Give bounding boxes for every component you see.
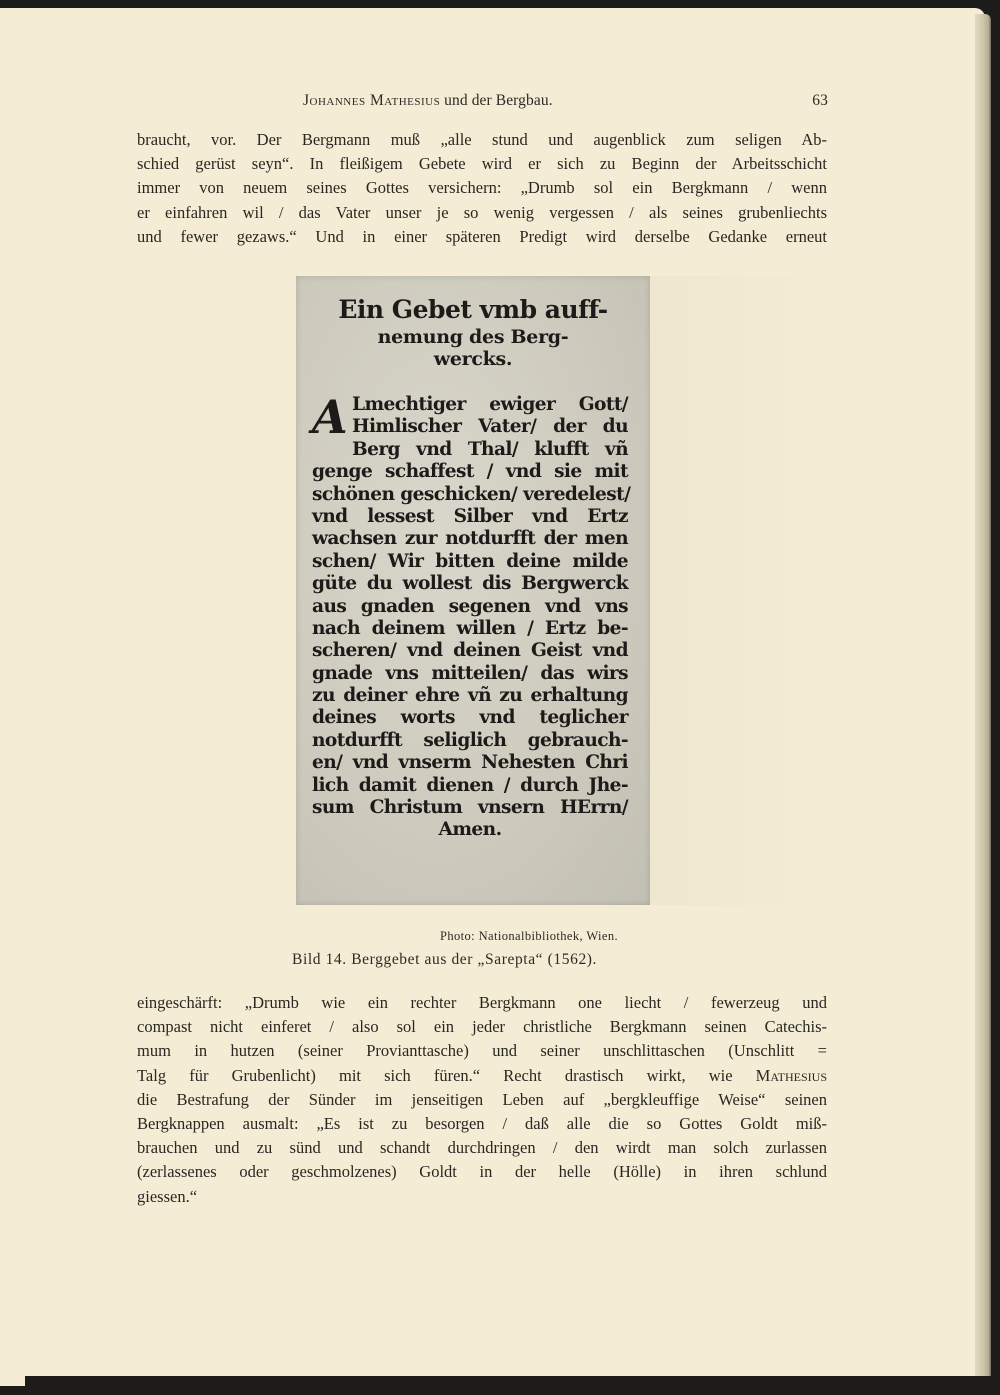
- text-line: mum in hutzen (seiner Provianttasche) und seiner unschlittaschen (Unschlitt =: [137, 1041, 827, 1061]
- text-line: (zerlassenes oder geschmolzenes) Goldt in der helle (Hölle) in ihren schlund: [137, 1162, 827, 1182]
- text-line: er einfahren wil / das Vater unser je so wenig vergessen / als seines grubenliechts: [137, 202, 827, 222]
- prayer-line: gnade vns mitteilen/ das wirs: [312, 662, 628, 684]
- blackletter-prayer-text: [312, 390, 631, 842]
- prayer-line: sum Christum vnsern HErrn/: [312, 797, 628, 819]
- prayer-line: genge schaffest / vnd sie mit: [312, 461, 628, 483]
- prayer-line: lich damit dienen / durch Jhe-: [312, 774, 628, 796]
- bottom-shadow: [25, 1376, 1000, 1395]
- text-segment: Talg für Grubenlicht) mit sich füren.“ Recht drastisch wirkt, wie: [137, 1065, 756, 1085]
- prayer-line: wachsen zur notdurfft der men: [312, 528, 628, 550]
- figure-caption: Bild 14. Berggebet aus der „Sarepta“ (1562).: [292, 951, 598, 968]
- paragraph-top: [137, 128, 827, 249]
- text-line: schied gerüst seyn“. In fleißigem Gebete wird er sich zu Beginn der Arbeitsschicht: [137, 154, 827, 174]
- figure-plate-berggebet: [296, 276, 650, 905]
- text-line: die Bestrafung der Sünder im jenseitigen Leben auf „bergkleuffige Weise“ seinen: [137, 1089, 827, 1109]
- text-line: immer von neuem seines Gottes versichern: „Drumb sol ein Bergkmann / wenn: [137, 178, 827, 198]
- blackletter-title: Ein Gebet vmb auff-: [338, 295, 608, 324]
- prayer-line: deines worts vnd teglicher: [312, 707, 628, 729]
- prayer-line: Himlischer Vater/ der du: [352, 416, 628, 438]
- prayer-line: aus gnaden segenen vnd vns: [312, 595, 628, 617]
- prayer-line: schönen geschicken/ veredelest/: [312, 483, 631, 505]
- prayer-line: Lmechtiger ewiger Gott/: [352, 394, 628, 415]
- text-line: [137, 1064, 827, 1088]
- drop-initial: A: [312, 390, 348, 444]
- photo-credit: Photo: Nationalbibliothek, Wien.: [440, 929, 619, 943]
- running-head-title: und der Bergbau.: [440, 92, 553, 109]
- text-line: und fewer gezaws.“ Und in einer späteren Predigt wird derselbe Gedanke erneut: [137, 226, 827, 246]
- prayer-line: nach deinem willen / Ertz be-: [312, 617, 628, 639]
- text-line: brauchen und zu sünd und schandt durchdringen / den wirdt man solch zurlassen: [137, 1138, 827, 1158]
- prayer-line: notdurfft seliglich gebrauch-: [312, 729, 628, 751]
- author-name-smallcaps: Mathesius: [755, 1065, 827, 1085]
- text-line: compast nicht einferet / also sol ein jeder christliche Bergkmann seinen Catechis-: [137, 1017, 827, 1037]
- subtitle-line: wercks.: [433, 348, 513, 370]
- text-line: braucht, vor. Der Bergmann muß „alle stund und augenblick zum seligen Ab-: [137, 130, 827, 149]
- prayer-line: zu deiner ehre vñ zu erhaltung: [312, 685, 628, 707]
- prayer-line: scheren/ vnd deinen Geist vnd: [312, 640, 628, 662]
- text-line: eingeschärft: „Drumb wie ein rechter Bergkmann one liecht / fewerzeug und: [137, 993, 827, 1012]
- prayer-line: güte du wollest dis Bergwerck: [312, 573, 628, 595]
- show-through-shadow: [650, 276, 830, 905]
- running-head: [303, 92, 828, 110]
- running-head-author: Johannes Mathesius: [303, 92, 441, 109]
- page-number: 63: [812, 92, 828, 109]
- paragraph-bottom: [137, 991, 827, 1209]
- page-stack-edge: [975, 14, 991, 1379]
- prayer-line: Berg vnd Thal/ klufft vñ: [352, 438, 628, 460]
- prayer-line: schen/ Wir bitten deine milde: [312, 550, 628, 572]
- prayer-line: vnd lessest Silber vnd Ertz: [312, 505, 628, 527]
- subtitle-line: nemung des Berg-: [377, 326, 569, 348]
- prayer-line: Amen.: [438, 819, 502, 841]
- text-line: Bergknappen ausmalt: „Es ist zu besorgen / daß alle die so Gottes Goldt miß-: [137, 1113, 827, 1133]
- blackletter-subtitle: [296, 326, 650, 370]
- prayer-line: en/ vnd vnserm Nehesten Chri: [312, 752, 628, 774]
- text-line: giessen.“: [137, 1186, 198, 1206]
